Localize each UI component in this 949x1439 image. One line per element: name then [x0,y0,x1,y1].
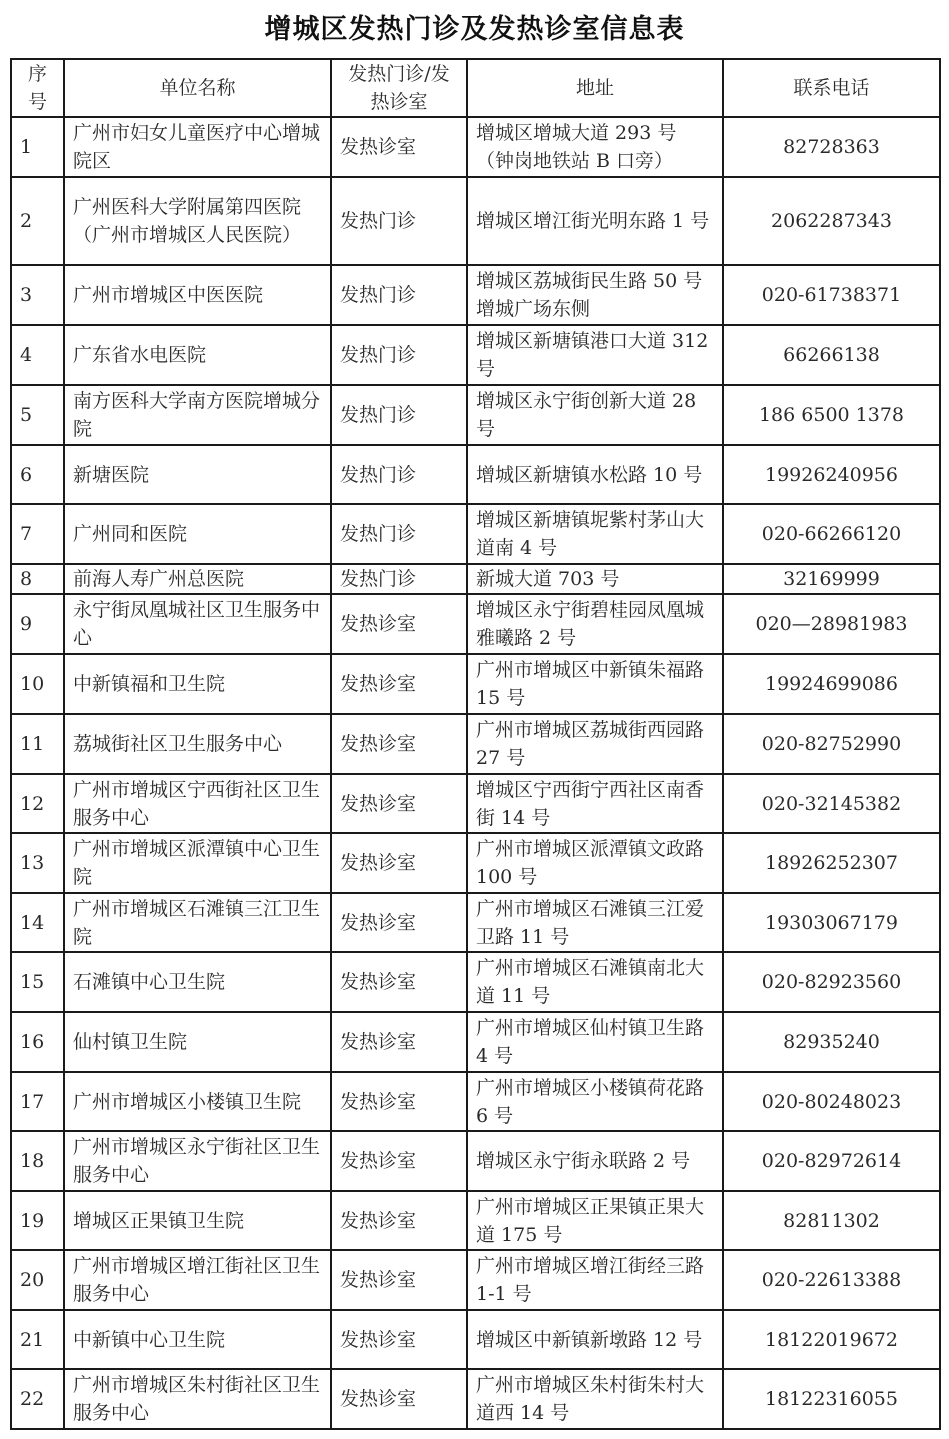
header-name: 单位名称 [64,59,331,117]
address-cell: 增城区宁西街宁西社区南香街 14 号 [467,774,723,833]
address-cell: 增城区新塘镇坭紫村茅山大道南 4 号 [467,504,723,564]
table-row [11,1369,940,1429]
clinic-type-cell: 发热诊室 [331,1369,467,1429]
address-cell: 广州市增城区派潭镇文政路 100 号 [467,833,723,893]
unit-name-cell: 广州市增城区朱村街社区卫生服务中心 [64,1369,331,1429]
unit-name-cell: 石滩镇中心卫生院 [64,952,331,1012]
clinic-type-cell: 发热门诊 [331,564,467,594]
table-row [11,177,940,265]
fever-clinic-table [10,58,941,1430]
address-cell: 广州市增城区中新镇朱福路 15 号 [467,654,723,714]
header-phone: 联系电话 [723,59,940,117]
phone-number-cell: 18122019672 [723,1310,940,1369]
clinic-type-cell: 发热门诊 [331,445,467,504]
table-row [11,893,940,952]
unit-name-cell: 广州市增城区中医医院 [64,265,331,325]
row-index-cell: 12 [11,774,64,833]
row-index-cell: 17 [11,1072,64,1131]
table-row [11,445,940,504]
phone-number-cell: 020-61738371 [723,265,940,325]
table-row [11,1310,940,1369]
phone-number-cell: 020-82923560 [723,952,940,1012]
row-index-cell: 14 [11,893,64,952]
address-cell: 广州市增城区朱村街朱村大道西 14 号 [467,1369,723,1429]
row-index-cell: 21 [11,1310,64,1369]
address-cell: 广州市增城区小楼镇荷花路 6 号 [467,1072,723,1131]
document-title: 增城区发热门诊及发热诊室信息表 [264,14,685,45]
unit-name-cell: 新塘医院 [64,445,331,504]
unit-name-cell: 广州同和医院 [64,504,331,564]
phone-number-cell: 020-82972614 [723,1131,940,1191]
unit-name-cell: 荔城街社区卫生服务中心 [64,714,331,774]
unit-name-cell: 中新镇中心卫生院 [64,1310,331,1369]
row-index-cell: 9 [11,594,64,654]
clinic-type-cell: 发热门诊 [331,385,467,445]
address-cell: 增城区增江街光明东路 1 号 [467,177,723,265]
clinic-type-cell: 发热诊室 [331,117,467,177]
table-row [11,952,940,1012]
row-index-cell: 18 [11,1131,64,1191]
clinic-type-cell: 发热诊室 [331,654,467,714]
header-address: 地址 [467,59,723,117]
phone-number-cell: 18926252307 [723,833,940,893]
unit-name-cell: 前海人寿广州总医院 [64,564,331,594]
clinic-type-cell: 发热诊室 [331,952,467,1012]
clinic-type-cell: 发热诊室 [331,1131,467,1191]
unit-name-cell: 广东省水电医院 [64,325,331,385]
table-row [11,325,940,385]
table-row [11,774,940,833]
unit-name-cell: 广州医科大学附属第四医院（广州市增城区人民医院） [64,177,331,265]
row-index-cell: 22 [11,1369,64,1429]
row-index-cell: 3 [11,265,64,325]
address-cell: 广州市增城区正果镇正果大道 175 号 [467,1191,723,1250]
phone-number-cell: 19303067179 [723,893,940,952]
clinic-type-cell: 发热诊室 [331,774,467,833]
row-index-cell: 19 [11,1191,64,1250]
table-row [11,1072,940,1131]
table-row [11,1131,940,1191]
address-cell: 新城大道 703 号 [467,564,723,594]
row-index-cell: 20 [11,1250,64,1310]
row-index-cell: 11 [11,714,64,774]
clinic-type-cell: 发热诊室 [331,1191,467,1250]
clinic-type-cell: 发热门诊 [331,504,467,564]
phone-number-cell: 82935240 [723,1012,940,1072]
unit-name-cell: 南方医科大学南方医院增城分院 [64,385,331,445]
address-cell: 广州市增城区增江街经三路 1-1 号 [467,1250,723,1310]
address-cell: 广州市增城区石滩镇南北大道 11 号 [467,952,723,1012]
row-index-cell: 8 [11,564,64,594]
clinic-type-cell: 发热诊室 [331,893,467,952]
unit-name-cell: 广州市妇女儿童医疗中心增城院区 [64,117,331,177]
clinic-type-cell: 发热门诊 [331,177,467,265]
row-index-cell: 15 [11,952,64,1012]
clinic-type-cell: 发热诊室 [331,1310,467,1369]
row-index-cell: 16 [11,1012,64,1072]
unit-name-cell: 永宁街凤凰城社区卫生服务中心 [64,594,331,654]
address-cell: 增城区新塘镇水松路 10 号 [467,445,723,504]
phone-number-cell: 020—28981983 [723,594,940,654]
phone-number-cell: 82811302 [723,1191,940,1250]
unit-name-cell: 广州市增城区派潭镇中心卫生院 [64,833,331,893]
address-cell: 增城区永宁街碧桂园凤凰城雅曦路 2 号 [467,594,723,654]
unit-name-cell: 广州市增城区永宁街社区卫生服务中心 [64,1131,331,1191]
phone-number-cell: 020-82752990 [723,714,940,774]
table-row [11,594,940,654]
address-cell: 增城区中新镇新墩路 12 号 [467,1310,723,1369]
header-index: 序号 [11,59,64,117]
unit-name-cell: 广州市增城区增江街社区卫生服务中心 [64,1250,331,1310]
unit-name-cell: 广州市增城区宁西街社区卫生服务中心 [64,774,331,833]
clinic-type-cell: 发热诊室 [331,1012,467,1072]
table-row [11,654,940,714]
table-row [11,1191,940,1250]
address-cell: 广州市增城区石滩镇三江爱卫路 11 号 [467,893,723,952]
row-index-cell: 5 [11,385,64,445]
row-index-cell: 2 [11,177,64,265]
unit-name-cell: 中新镇福和卫生院 [64,654,331,714]
table-row [11,117,940,177]
clinic-type-cell: 发热诊室 [331,833,467,893]
table-row [11,504,940,564]
address-cell: 广州市增城区仙村镇卫生路 4 号 [467,1012,723,1072]
unit-name-cell: 增城区正果镇卫生院 [64,1191,331,1250]
clinic-type-cell: 发热门诊 [331,325,467,385]
phone-number-cell: 020-80248023 [723,1072,940,1131]
phone-number-cell: 19926240956 [723,445,940,504]
phone-number-cell: 66266138 [723,325,940,385]
row-index-cell: 4 [11,325,64,385]
row-index-cell: 1 [11,117,64,177]
clinic-type-cell: 发热诊室 [331,1250,467,1310]
unit-name-cell: 广州市增城区小楼镇卫生院 [64,1072,331,1131]
clinic-type-cell: 发热诊室 [331,594,467,654]
phone-number-cell: 020-32145382 [723,774,940,833]
phone-number-cell: 18122316055 [723,1369,940,1429]
table-row [11,385,940,445]
row-index-cell: 7 [11,504,64,564]
table-row [11,564,940,594]
address-cell: 增城区永宁街永联路 2 号 [467,1131,723,1191]
row-index-cell: 13 [11,833,64,893]
address-cell: 增城区新塘镇港口大道 312 号 [467,325,723,385]
table-header-row [11,59,940,117]
address-cell: 广州市增城区荔城街西园路 27 号 [467,714,723,774]
clinic-type-cell: 发热诊室 [331,714,467,774]
phone-number-cell: 32169999 [723,564,940,594]
phone-number-cell: 2062287343 [723,177,940,265]
unit-name-cell: 广州市增城区石滩镇三江卫生院 [64,893,331,952]
address-cell: 增城区增城大道 293 号（钟岗地铁站 B 口旁） [467,117,723,177]
header-type: 发热门诊/发热诊室 [331,59,467,117]
clinic-type-cell: 发热门诊 [331,265,467,325]
table-row [11,714,940,774]
phone-number-cell: 82728363 [723,117,940,177]
row-index-cell: 10 [11,654,64,714]
phone-number-cell: 19924699086 [723,654,940,714]
table-row [11,265,940,325]
phone-number-cell: 020-66266120 [723,504,940,564]
address-cell: 增城区永宁街创新大道 28 号 [467,385,723,445]
table-row [11,1250,940,1310]
table-row [11,833,940,893]
clinic-type-cell: 发热诊室 [331,1072,467,1131]
unit-name-cell: 仙村镇卫生院 [64,1012,331,1072]
phone-number-cell: 186 6500 1378 [723,385,940,445]
table-row [11,1012,940,1072]
row-index-cell: 6 [11,445,64,504]
address-cell: 增城区荔城街民生路 50 号增城广场东侧 [467,265,723,325]
phone-number-cell: 020-22613388 [723,1250,940,1310]
